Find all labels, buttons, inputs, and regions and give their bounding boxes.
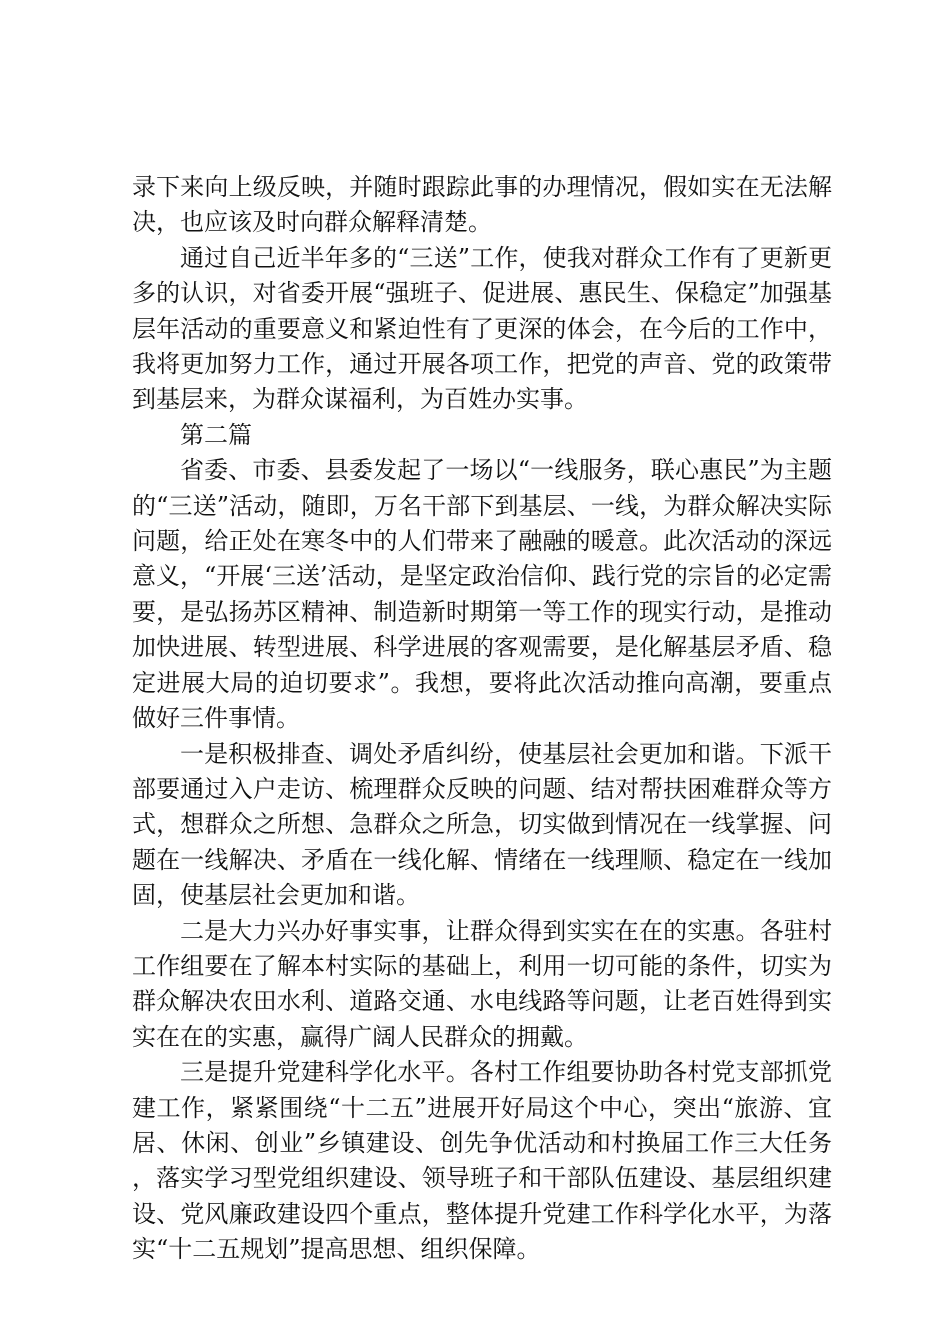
paragraph-point-two: 二是大力兴办好事实事，让群众得到实实在在的实惠。各驻村工作组要在了解本村实际的基础上，利用一切可能的条件，切实为群众解决农田水利、道路交通、水电线路等问题，让老百姓得到实实在在的实惠，赢得广阔人民群众的拥戴。 [132,916,832,1051]
paragraph-continuation: 录下来向上级反映，并随时跟踪此事的办理情况，假如实在无法解决，也应该及时向群众解释清楚。 [132,173,832,237]
section-heading: 第二篇 [180,420,252,449]
paragraph-intro: 省委、市委、县委发起了一场以“一线服务，联心惠民”为主题的“三送”活动，随即，万名干部下到基层、一线，为群众解决实际问题，给正处在寒冬中的人们带来了融融的暖意。此次活动的深远意义，“开展‘三送’活动，是坚定政治信仰、践行党的宗旨的必定需要，是弘扬苏区精神、制造新时期第一等工作的现实行动，是推动加快进展、转型进展、科学进展的客观需要，是化解基层矛盾、稳定进展大局的迫切要求”。我想，要将此次活动推向高潮，要重点做好三件事情。 [132,456,832,733]
paragraph-point-one: 一是积极排查、调处矛盾纠纷，使基层社会更加和谐。下派干部要通过入户走访、梳理群众反映的问题、结对帮扶困难群众等方式，想群众之所想、急群众之所急，切实做到情况在一线掌握、问题在一线解决、矛盾在一线化解、情绪在一线理顺、稳定在一线加固，使基层社会更加和谐。 [132,739,832,910]
document-body [132,170,832,1268]
paragraph-summary: 通过自己近半年多的“三送”工作，使我对群众工作有了更新更多的认识，对省委开展“强班子、促进展、惠民生、保稳定”加强基层年活动的重要意义和紧迫性有了更深的体会，在今后的工作中，我将更加努力工作，通过开展各项工作，把党的声音、党的政策带到基层来，为群众谋福利，为百姓办实事。 [132,243,832,414]
paragraph-point-three: 三是提升党建科学化水平。各村工作组要协助各村党支部抓党建工作，紧紧围绕“十二五”进展开好局这个中心，突出“旅游、宜居、休闲、创业”乡镇建设、创先争优活动和村换届工作三大任务，落实学习型党组织建设、领导班子和干部队伍建设、基层组织建设、党风廉政建设四个重点，整体提升党建工作科学化水平，为落实“十二五规划”提高思想、组织保障。 [132,1058,832,1264]
